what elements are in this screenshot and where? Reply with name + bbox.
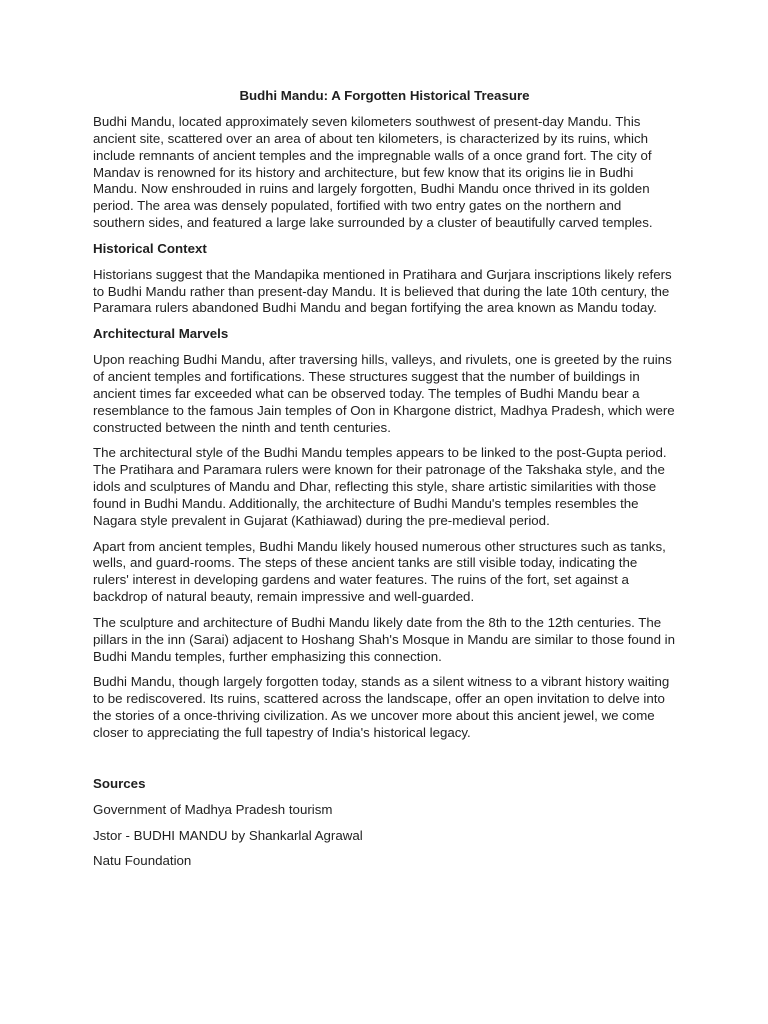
source-item: Government of Madhya Pradesh tourism <box>93 801 333 817</box>
architecture-paragraph-1: Upon reaching Budhi Mandu, after traversing hills, valleys, and rivulets, one is greeted by the ruins of ancient temples and fortifications. These structures suggest that the number of buildings in ancient times far exceeded what can be observed today. The temples of Budhi Mandu bear a resemblance to the famous Jain temples of Oon in Khargone district, Madhya Pradesh, which were constructed between the ninth and tenth centuries. <box>93 352 675 435</box>
source-item: Jstor - BUDHI MANDU by Shankarlal Agrawal <box>93 827 363 843</box>
architecture-paragraph-4: The sculpture and architecture of Budhi Mandu likely date from the 8th to the 12th centuries. The pillars in the inn (Sarai) adjacent to Hoshang Shah's Mosque in Mandu are similar to those found in Budhi Mandu temples, further emphasizing this connection. <box>93 614 676 664</box>
intro-paragraph: Budhi Mandu, located approximately seven kilometers southwest of present-day Mandu. This ancient site, scattered over an area of about ten kilometers, is characterized by its ruins, which include remnants of ancient temples and the impregnable walls of a once grand fort. The city of Mandav is renowned for its history and architecture, but few know that its origins lie in Budhi Mandu. Now enshrouded in ruins and largely forgotten, Budhi Mandu once thrived in its golden period. The area was densely populated, fortified with two entry gates on the northern and southern sides, and featured a large lake surrounded by a cluster of beautifully carved temples. <box>93 114 653 231</box>
sources-heading: Sources <box>93 775 146 791</box>
section-heading-architectural-marvels: Architectural Marvels <box>93 326 229 342</box>
section-heading-historical-context: Historical Context <box>93 240 207 256</box>
document-title: Budhi Mandu: A Forgotten Historical Treasure <box>239 88 530 103</box>
document-page <box>93 88 676 879</box>
source-item: Natu Foundation <box>93 853 192 869</box>
historical-context-paragraph: Historians suggest that the Mandapika mentioned in Pratihara and Gurjara inscriptions likely refers to Budhi Mandu rather than present-day Mandu. It is believed that during the late 10th century, the Paramara rulers abandoned Budhi Mandu and began fortifying the area known as Mandu today. <box>93 266 672 316</box>
architecture-paragraph-3: Apart from ancient temples, Budhi Mandu likely housed numerous other structures such as tanks, wells, and guard-rooms. The steps of these ancient tanks are still visible today, indicating the rulers' interest in developing gardens and water features. The ruins of the fort, set against a backdrop of natural beauty, remain impressive and well-guarded. <box>93 538 666 605</box>
conclusion-paragraph: Budhi Mandu, though largely forgotten today, stands as a silent witness to a vibrant history waiting to be rediscovered. Its ruins, scattered across the landscape, offer an open invitation to delve into the stories of a once-thriving civilization. As we uncover more about this ancient jewel, we come closer to appreciating the full tapestry of India's historical legacy. <box>93 674 670 740</box>
architecture-paragraph-2: The architectural style of the Budhi Mandu temples appears to be linked to the post-Gupta period. The Pratihara and Paramara rulers were known for their patronage of the Takshaka style, and the idols and sculptures of Mandu and Dhar, reflecting this style, share artistic similarities with those found in Budhi Mandu. Additionally, the architecture of Budhi Mandu's temples resembles the Nagara style prevalent in Gujarat (Kathiawad) during the pre-medieval period. <box>93 445 667 528</box>
